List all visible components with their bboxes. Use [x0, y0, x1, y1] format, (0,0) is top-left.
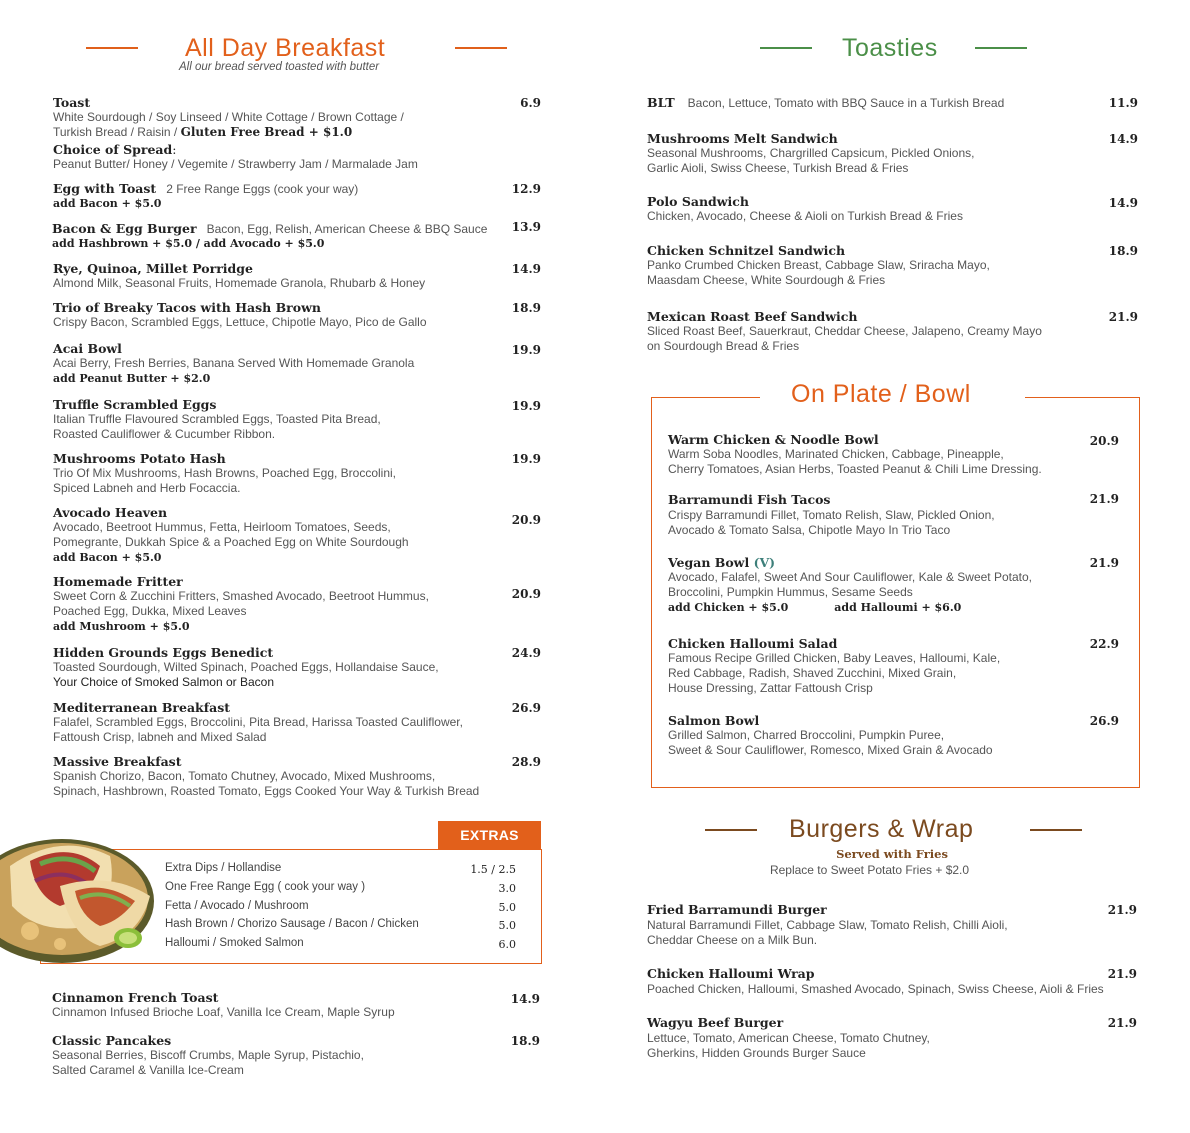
item-desc: Poached Egg, Dukka, Mixed Leaves: [53, 604, 247, 618]
menu-item-roast-beef-sandwich: [647, 309, 1042, 354]
item-desc: Natural Barramundi Fillet, Cabbage Slaw, Tomato Relish, Chilli Aioli,: [647, 918, 1008, 932]
item-desc: Cinnamon Infused Brioche Loaf, Vanilla Ice Cream, Maple Syrup: [52, 1005, 395, 1019]
item-desc: White Sourdough / Soy Linseed / White Cottage / Brown Cottage /: [53, 110, 404, 124]
item-desc: Spinach, Hashbrown, Roasted Tomato, Eggs Cooked Your Way & Turkish Bread: [53, 784, 480, 798]
item-desc: Garlic Aioli, Swiss Cheese, Turkish Bread & Fries: [647, 161, 909, 175]
item-addon: add Mushroom + $5.0: [53, 620, 190, 633]
item-desc: Pomegrante, Dukkah Spice & a Poached Egg on White Sourdough: [53, 535, 409, 549]
menu-item-breaky-tacos: [53, 300, 427, 330]
item-price: 26.9: [511, 701, 541, 715]
menu-item-bacon-egg-burger: [52, 221, 487, 250]
spread-heading: [53, 142, 418, 157]
extras-row-label: One Free Range Egg ( cook your way ): [165, 881, 366, 893]
item-price: 20.9: [511, 513, 541, 527]
item-name: Polo Sandwich: [647, 194, 750, 209]
menu-item-polo-sandwich: [647, 194, 963, 224]
item-desc: Italian Truffle Flavoured Scrambled Eggs, Toasted Pita Bread,: [53, 412, 381, 426]
menu-item-fish-tacos: [668, 492, 995, 538]
item-desc: Chicken, Avocado, Cheese & Aioli on Turkish Bread & Fries: [647, 209, 963, 223]
item-name: Massive Breakfast: [53, 754, 182, 769]
item-desc: Broccolini, Pumpkin Hummus, Sesame Seeds: [668, 585, 913, 599]
item-price: 21.9: [1107, 967, 1137, 981]
menu-item-massive-breakfast: [53, 754, 479, 799]
item-name: Chicken Schnitzel Sandwich: [647, 243, 846, 258]
extras-row-price: 1.5 / 2.5: [470, 863, 516, 876]
title-rule-right: [1030, 829, 1082, 831]
item-addon: add Chicken + $5.0: [668, 601, 789, 614]
burgers-note: Replace to Sweet Potato Fries + $2.0: [769, 863, 970, 877]
menu-item-mediterranean: [53, 700, 463, 745]
menu-item-avocado-heaven: [53, 505, 409, 564]
item-addon: add Halloumi + $6.0: [834, 601, 962, 614]
title-rule-left: [86, 47, 138, 49]
item-desc: Almond Milk, Seasonal Fruits, Homemade Granola, Rhubarb & Honey: [53, 276, 426, 290]
item-desc: Avocado, Falafel, Sweet And Sour Cauliflower, Kale & Sweet Potato,: [668, 570, 1032, 584]
toasties-title: Toasties: [842, 34, 938, 62]
item-name: Mediterranean Breakfast: [53, 700, 231, 715]
extras-row-label: Extra Dips / Hollandise: [165, 862, 282, 874]
item-price: 24.9: [511, 646, 541, 660]
menu-item-chicken-noodle-bowl: [668, 432, 1042, 477]
extras-row-price: 5.0: [498, 901, 516, 914]
item-desc: [53, 125, 418, 140]
item-desc: Famous Recipe Grilled Chicken, Baby Leaves, Halloumi, Kale,: [668, 651, 1001, 665]
item-price: 26.9: [1089, 714, 1119, 728]
item-desc: Panko Crumbed Chicken Breast, Cabbage Slaw, Sriracha Mayo,: [647, 258, 990, 272]
item-desc: Warm Soba Noodles, Marinated Chicken, Cabbage, Pineapple,: [668, 447, 1004, 461]
item-addon: add Bacon + $5.0: [53, 197, 162, 210]
item-price: 18.9: [510, 1034, 540, 1048]
item-desc: Crispy Bacon, Scrambled Eggs, Lettuce, Chipotle Mayo, Pico de Gallo: [53, 315, 427, 329]
menu-item-fritter: [53, 574, 429, 633]
item-name: Wagyu Beef Burger: [647, 1015, 784, 1030]
menu-item-halloumi-wrap: [647, 966, 1104, 997]
item-desc: Acai Berry, Fresh Berries, Banana Served With Homemade Granola: [53, 356, 415, 370]
menu-item-vegan-bowl: [668, 555, 1032, 614]
extras-row-price: 6.0: [498, 938, 516, 951]
extras-row-price: 5.0: [498, 919, 516, 932]
vegan-marker: (V): [753, 555, 776, 570]
item-desc: Fattoush Crisp, labneh and Mixed Salad: [53, 730, 267, 744]
menu-item-wagyu-burger: [647, 1015, 930, 1061]
menu-item-eggs-benedict: [53, 645, 439, 690]
item-name: Barramundi Fish Tacos: [668, 492, 831, 507]
item-name: Chicken Halloumi Salad: [668, 636, 838, 651]
title-rule-right: [975, 47, 1027, 49]
item-price: 13.9: [511, 220, 541, 234]
item-desc: Your Choice of Smoked Salmon or Bacon: [53, 675, 275, 689]
item-price: 28.9: [511, 755, 541, 769]
item-desc: Poached Chicken, Halloumi, Smashed Avocado, Spinach, Swiss Cheese, Aioli & Fries: [647, 982, 1104, 996]
item-price: 20.9: [1089, 434, 1119, 448]
item-desc: Avocado, Beetroot Hummus, Fetta, Heirloom Tomatoes, Seeds,: [53, 520, 391, 534]
item-price: 19.9: [511, 399, 541, 413]
menu-item-toast: [53, 95, 418, 172]
item-price: 14.9: [511, 262, 541, 276]
extras-row-label: Fetta / Avocado / Mushroom: [165, 900, 309, 912]
menu-item-mushroom-hash: [53, 451, 396, 496]
item-desc: Sliced Roast Beef, Sauerkraut, Cheddar Cheese, Jalapeno, Creamy Mayo: [647, 324, 1042, 338]
extras-row-price: 3.0: [498, 882, 516, 895]
menu-item-schnitzel-sandwich: [647, 243, 990, 288]
item-name: Cinnamon French Toast: [52, 990, 219, 1005]
menu-item-french-toast: [52, 990, 395, 1020]
item-name: BLT: [647, 95, 675, 110]
breakfast-subtitle: All our bread served toasted with butter: [179, 61, 380, 73]
item-price: 14.9: [510, 992, 540, 1006]
item-name: Mushrooms Melt Sandwich: [647, 131, 838, 146]
item-name: Vegan Bowl: [668, 555, 750, 570]
item-desc: Cherry Tomatoes, Asian Herbs, Toasted Peanut & Chili Lime Dressing.: [668, 462, 1042, 476]
gluten-free-option: Gluten Free Bread + $1.0: [180, 125, 353, 139]
item-price: 14.9: [1108, 196, 1138, 210]
menu-item-porridge: [53, 261, 425, 291]
item-name: Classic Pancakes: [52, 1033, 172, 1048]
item-price: 18.9: [511, 301, 541, 315]
item-desc: Seasonal Mushrooms, Chargrilled Capsicum, Pickled Onions,: [647, 146, 975, 160]
menu-item-pancakes: [52, 1033, 364, 1078]
item-name: Toast: [53, 95, 91, 110]
item-name: Mexican Roast Beef Sandwich: [647, 309, 858, 324]
item-name: Chicken Halloumi Wrap: [647, 966, 815, 981]
item-desc: Maasdam Cheese, White Sourdough & Fries: [647, 273, 886, 287]
item-name: Egg with Toast: [53, 181, 157, 196]
item-desc: Falafel, Scrambled Eggs, Broccolini, Pita Bread, Harissa Toasted Cauliflower,: [53, 715, 463, 729]
item-desc: Seasonal Berries, Biscoff Crumbs, Maple Syrup, Pistachio,: [52, 1048, 364, 1062]
item-price: 21.9: [1107, 1016, 1137, 1030]
item-price: 12.9: [511, 182, 541, 196]
menu-item-egg-with-toast: [53, 181, 358, 210]
item-desc: House Dressing, Zattar Fattoush Crisp: [668, 681, 873, 695]
menu-item-mushroom-melt: [647, 131, 974, 176]
menu-item-salmon-bowl: [668, 713, 993, 758]
plate-title: On Plate / Bowl: [791, 380, 971, 408]
breakfast-title: All Day Breakfast: [185, 34, 386, 62]
item-desc-part: Turkish Bread / Raisin /: [53, 125, 181, 139]
item-price: 21.9: [1107, 903, 1137, 917]
item-name: Homemade Fritter: [53, 574, 183, 589]
item-desc: Avocado & Tomato Salsa, Chipotle Mayo In Trio Taco: [668, 523, 951, 537]
menu-item-halloumi-salad: [668, 636, 1000, 696]
item-desc: Gherkins, Hidden Grounds Burger Sauce: [647, 1046, 866, 1060]
item-price: 21.9: [1108, 310, 1138, 324]
item-desc: Bacon, Lettuce, Tomato with BBQ Sauce in a Turkish Bread: [687, 96, 1005, 110]
item-name: Fried Barramundi Burger: [647, 902, 827, 917]
item-desc: Crispy Barramundi Fillet, Tomato Relish, Slaw, Pickled Onion,: [668, 508, 995, 522]
item-desc: Spiced Labneh and Herb Focaccia.: [53, 481, 241, 495]
item-price: 19.9: [511, 343, 541, 357]
item-price: 20.9: [511, 587, 541, 601]
item-desc: Salted Caramel & Vanilla Ice-Cream: [52, 1063, 244, 1077]
title-rule-left: [760, 47, 812, 49]
burgers-title: Burgers & Wrap: [789, 815, 974, 843]
item-name: Truffle Scrambled Eggs: [53, 397, 217, 412]
item-desc: on Sourdough Bread & Fries: [647, 339, 800, 353]
item-price: 6.9: [520, 96, 541, 110]
item-price: 21.9: [1089, 492, 1119, 506]
item-name: Bacon & Egg Burger: [52, 221, 197, 236]
title-rule-left: [705, 829, 757, 831]
item-addon: add Hashbrown + $5.0 / add Avocado + $5.0: [52, 237, 325, 250]
item-desc: Lettuce, Tomato, American Cheese, Tomato Chutney,: [647, 1031, 930, 1045]
spread-options: Peanut Butter/ Honey / Vegemite / Strawberry Jam / Marmalade Jam: [53, 157, 418, 171]
item-desc: Grilled Salmon, Charred Broccolini, Pumpkin Puree,: [668, 728, 945, 742]
item-name: Acai Bowl: [53, 341, 122, 356]
item-price: 19.9: [511, 452, 541, 466]
item-name: Mushrooms Potato Hash: [53, 451, 226, 466]
item-desc: Cheddar Cheese on a Milk Bun.: [647, 933, 818, 947]
extras-tab: EXTRAS: [438, 821, 541, 850]
item-desc: Red Cabbage, Radish, Shaved Zucchini, Mixed Grain,: [668, 666, 957, 680]
item-name: Hidden Grounds Eggs Benedict: [53, 645, 274, 660]
menu-item-truffle-eggs: [53, 397, 381, 442]
item-price: 21.9: [1089, 556, 1119, 570]
menu-item-acai-bowl: [53, 341, 414, 385]
spread-colon: :: [172, 142, 177, 157]
item-name: Rye, Quinoa, Millet Porridge: [53, 261, 253, 276]
item-price: 14.9: [1108, 132, 1138, 146]
item-desc: Trio Of Mix Mushrooms, Hash Browns, Poached Egg, Broccolini,: [53, 466, 397, 480]
item-name: Trio of Breaky Tacos with Hash Brown: [53, 300, 321, 315]
extras-row-label: Hash Brown / Chorizo Sausage / Bacon / Chicken: [165, 918, 419, 930]
item-price: 22.9: [1089, 637, 1119, 651]
taco-plate-image: [0, 826, 160, 968]
item-desc: Toasted Sourdough, Wilted Spinach, Poached Eggs, Hollandaise Sauce,: [53, 660, 439, 674]
extras-row-label: Halloumi / Smoked Salmon: [165, 937, 304, 949]
item-addon: add Peanut Butter + $2.0: [53, 372, 211, 385]
burgers-subtitle: Served with Fries: [836, 847, 948, 861]
title-rule-right: [455, 47, 507, 49]
item-addon: add Bacon + $5.0: [53, 551, 162, 564]
item-name: Warm Chicken & Noodle Bowl: [668, 432, 879, 447]
item-desc: Roasted Cauliflower & Cucumber Ribbon.: [53, 427, 276, 441]
item-desc: Sweet Corn & Zucchini Fritters, Smashed Avocado, Beetroot Hummus,: [53, 589, 429, 603]
item-price: 18.9: [1108, 244, 1138, 258]
item-desc: Sweet & Sour Cauliflower, Romesco, Mixed Grain & Avocado: [668, 743, 993, 757]
item-desc: Bacon, Egg, Relish, American Cheese & BBQ Sauce: [206, 222, 488, 236]
item-price: 11.9: [1108, 96, 1138, 110]
item-desc: Spanish Chorizo, Bacon, Tomato Chutney, Avocado, Mixed Mushrooms,: [53, 769, 436, 783]
item-desc: 2 Free Range Eggs (cook your way): [166, 182, 359, 196]
item-name: Salmon Bowl: [668, 713, 760, 728]
menu-item-blt: [647, 95, 1004, 110]
menu-item-barramundi-burger: [647, 902, 1008, 948]
item-name: Avocado Heaven: [53, 505, 168, 520]
spread-label: Choice of Spread: [53, 142, 173, 157]
